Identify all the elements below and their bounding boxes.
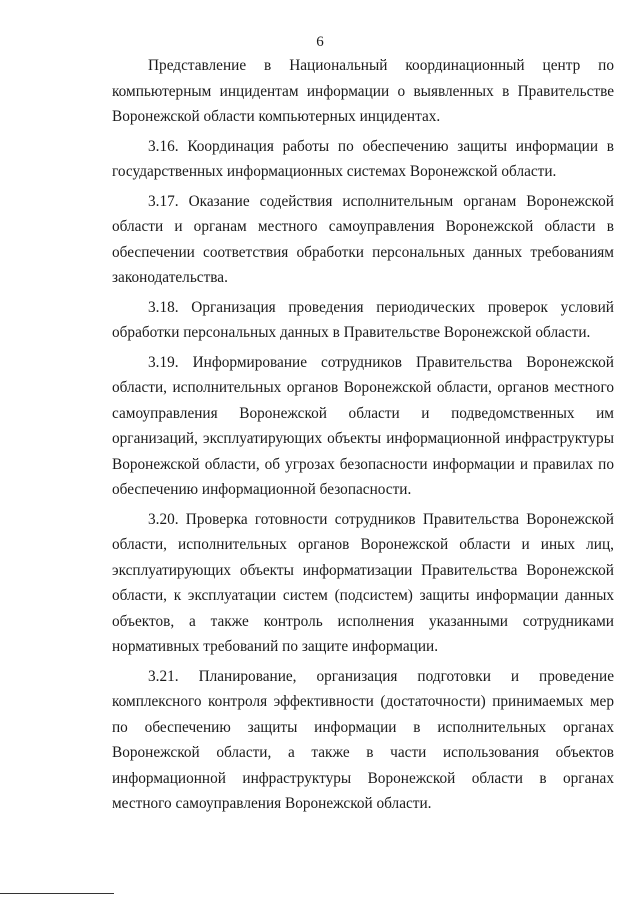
- page-number: 6: [316, 34, 324, 50]
- paragraph-continuation: Представление в Национальный координационный центр по компьютерным инцидентам информации о выявленных в Правительстве Воронежской области компьютерных инцидентах.: [112, 57, 614, 125]
- paragraph-3-18: 3.18. Организация проведения периодических проверок условий обработки персональных данных в Правительстве Воронежской области.: [112, 298, 614, 341]
- footnote-separator-line: [0, 893, 114, 894]
- document-body: [112, 53, 614, 821]
- paragraph-3-17: 3.17. Оказание содействия исполнительным органам Воронежской области и органам местного самоуправления Воронежской области в обеспечении соответствия обработки персональных данных требованиям законодательства.: [112, 192, 614, 286]
- paragraph-3-16: 3.16. Координация работы по обеспечению защиты информации в государственных информационных системах Воронежской области.: [112, 137, 614, 180]
- paragraph-3-21: 3.21. Планирование, организация подготовки и проведение комплексного контроля эффективности (достаточности) принимаемых мер по обеспечению защиты информации в исполнительных органах Воронежской области, а также в части использования объектов информационной инфраструктуры Воронежской области в органах местного самоуправления Воронежской области.: [112, 667, 614, 812]
- paragraph-3-19: 3.19. Информирование сотрудников Правительства Воронежской области, исполнительных органов Воронежской области, органов местного самоуправления Воронежской области и подведомственных им организаций, эксплуатирующих объекты информационной инфраструктуры Воронежской области, об угрозах безопасности информации и правилах по обеспечению информационной безопасности.: [112, 353, 614, 498]
- paragraph-3-20: 3.20. Проверка готовности сотрудников Правительства Воронежской области, исполнительных органов Воронежской области и иных лиц, эксплуатирующих объекты информатизации Правительства Воронежской области, к эксплуатации систем (подсистем) защиты информации данных объектов, а также контроль исполнения указанными сотрудниками нормативных требований по защите информации.: [112, 510, 614, 655]
